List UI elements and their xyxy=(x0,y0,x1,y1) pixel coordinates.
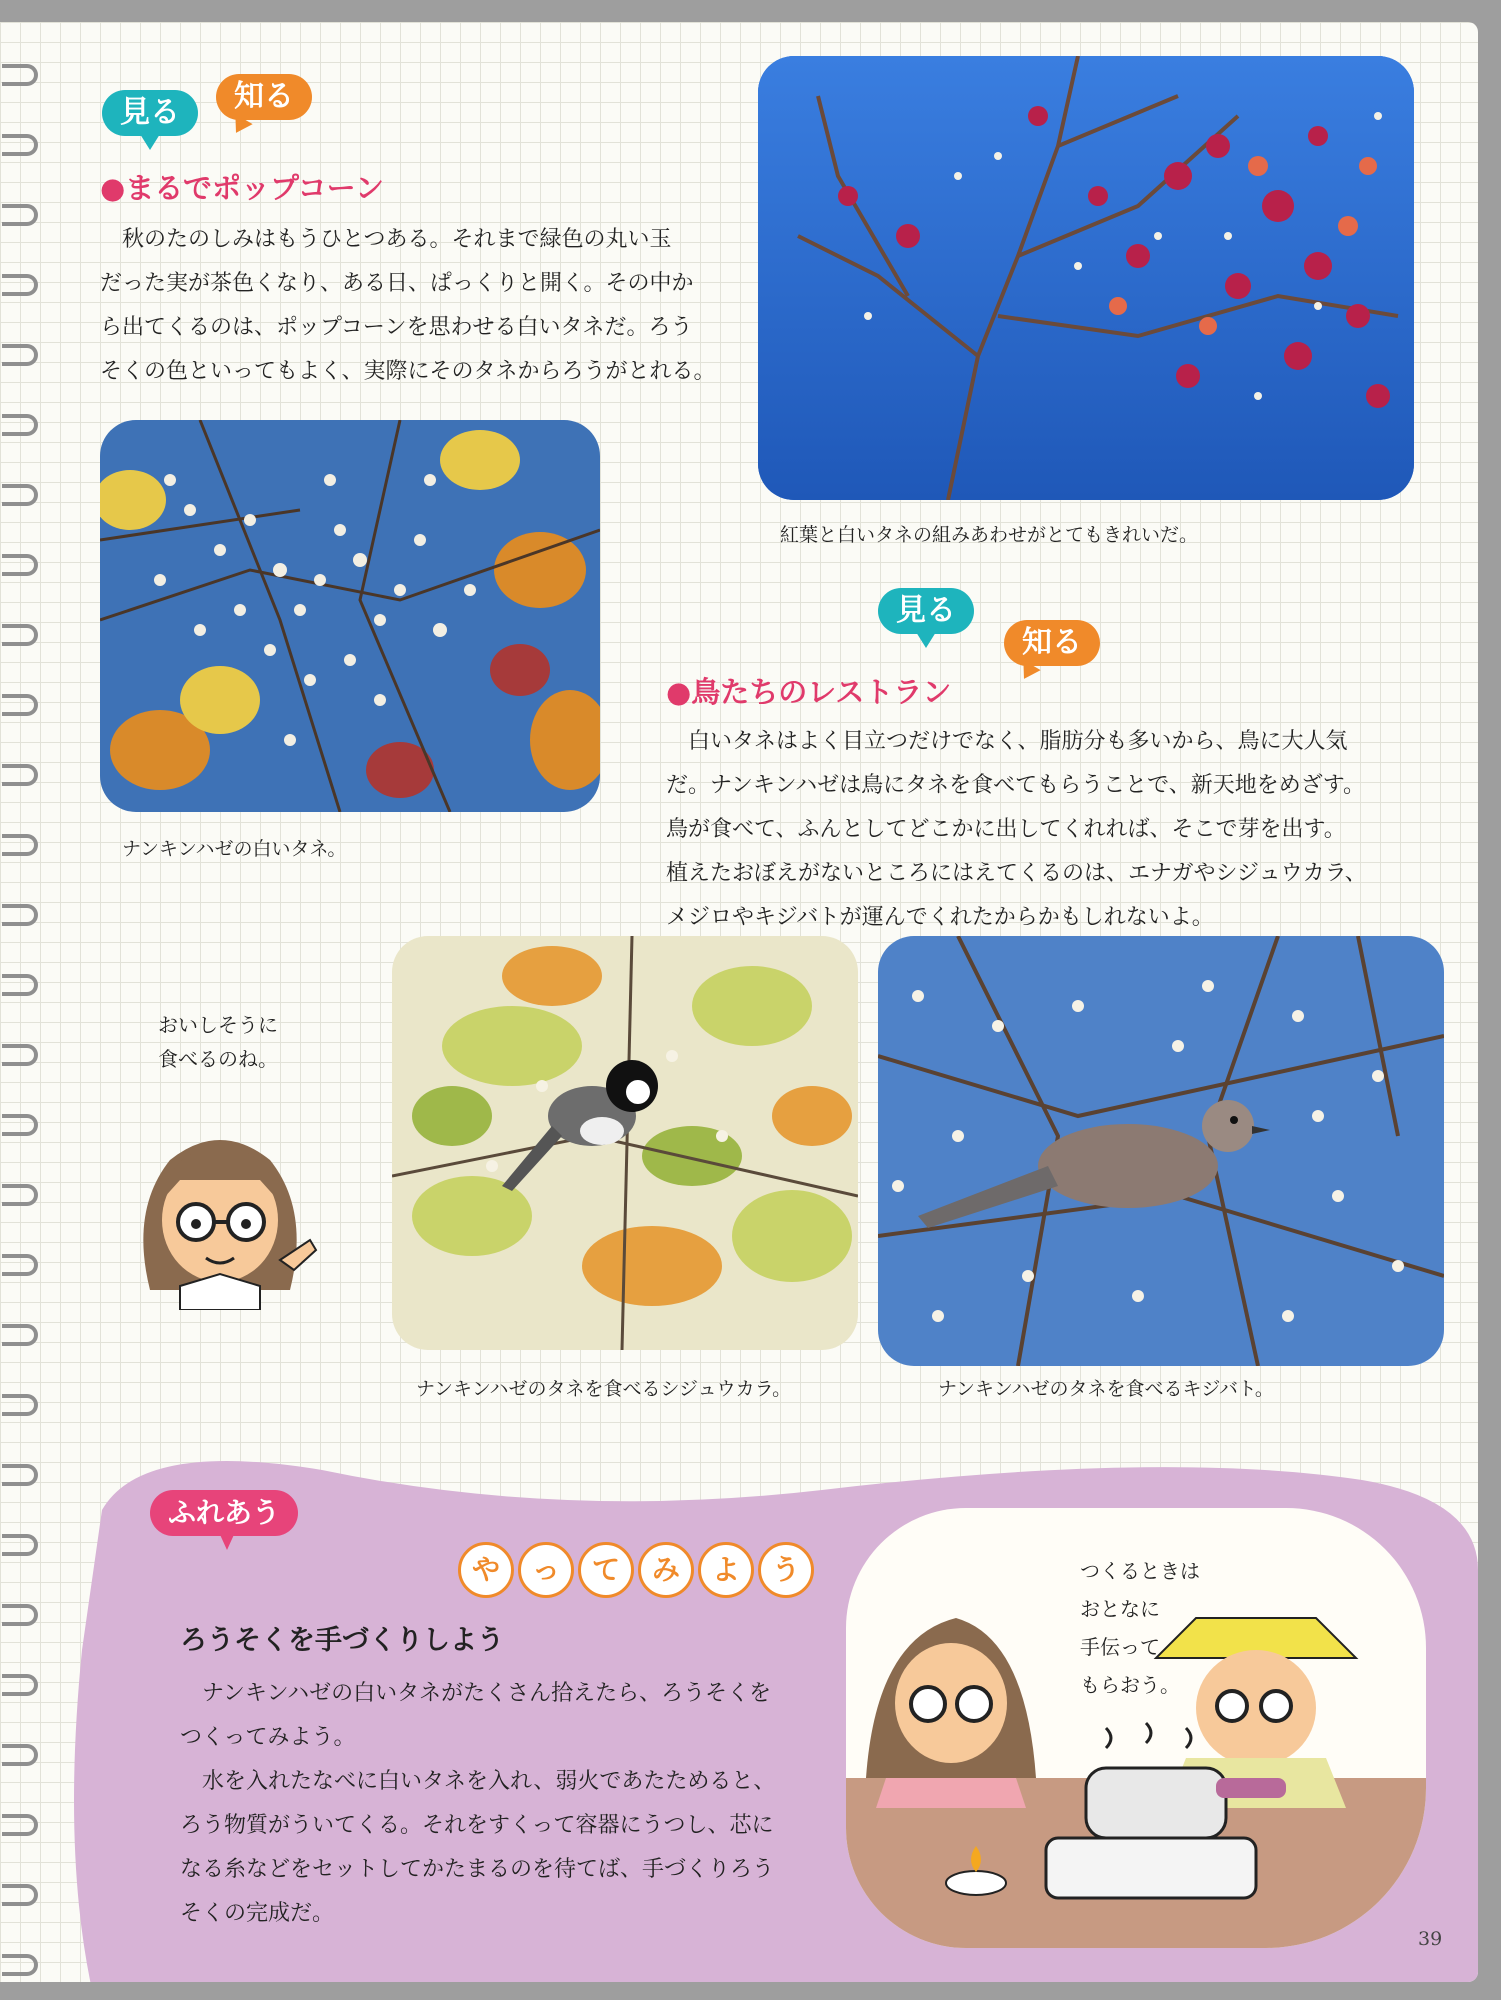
speech-line: 手伝って xyxy=(1080,1635,1160,1659)
binder-ring xyxy=(2,64,38,86)
speech-line: おとなに xyxy=(1080,1597,1160,1621)
binder-ring xyxy=(2,694,38,716)
body-line: 植えたおぼえがないところにはえてくるのは、エナガやシジュウカラ、 xyxy=(666,861,1367,886)
yatte-char: て xyxy=(578,1542,634,1598)
body-line: そくの色といってもよく、実際にそのタネからろうがとれる。 xyxy=(100,359,716,384)
binder-ring xyxy=(2,274,38,296)
binder-ring xyxy=(2,414,38,436)
body-line: だ。ナンキンハゼは鳥にタネを食べてもらうことで、新天地をめざす。 xyxy=(666,773,1365,798)
binder-ring xyxy=(2,1674,38,1696)
binder-ring xyxy=(2,1954,38,1976)
photo-japanese-tit xyxy=(392,936,858,1350)
binder-ring xyxy=(2,1534,38,1556)
section-heading-candle: ろうそくを手づくりしよう xyxy=(180,1625,504,1656)
binder-ring xyxy=(2,1744,38,1766)
binder-ring xyxy=(2,1604,38,1626)
caption-autumn-leaves: 紅葉と白いタネの組みあわせがとてもきれいだ。 xyxy=(780,524,1199,546)
girl-illustration xyxy=(110,1090,330,1310)
section-body-popcorn xyxy=(100,218,740,394)
body-line: ろう物質がういてくる。それをすくって容器にうつし、芯に xyxy=(180,1813,774,1838)
badge-fureau: ふれあう xyxy=(150,1490,298,1536)
yatte-char: み xyxy=(638,1542,694,1598)
grandpa-speech xyxy=(1080,1552,1200,1704)
body-line: ナンキンハゼの白いタネがたくさん拾えたら、ろうそくを xyxy=(202,1681,772,1706)
binder-ring xyxy=(2,1464,38,1486)
body-line: 水を入れたなべに白いタネを入れ、弱火であたためると、 xyxy=(202,1769,776,1794)
badge-shiru: 知る xyxy=(216,74,312,120)
body-line: だった実が茶色くなり、ある日、ぱっくりと開く。その中か xyxy=(100,271,694,296)
caption-spotted-dove: ナンキンハゼのタネを食べるキジバト。 xyxy=(938,1378,1274,1400)
badge-miru-2: 見る xyxy=(878,588,974,634)
photo-spotted-dove xyxy=(878,936,1444,1366)
body-line: なる糸などをセットしてかたまるのを待てば、手づくりろう xyxy=(180,1857,775,1882)
speech-line: 食べるのね。 xyxy=(158,1047,278,1071)
caption-white-seeds: ナンキンハゼの白いタネ。 xyxy=(122,838,347,860)
section-body-candle xyxy=(180,1672,820,1936)
page-number: 39 xyxy=(1418,1928,1443,1950)
speech-line: おいしそうに xyxy=(158,1013,278,1037)
notebook-page xyxy=(0,22,1478,1982)
body-line: つくってみよう。 xyxy=(180,1725,356,1750)
body-line: メジロやキジバトが運んでくれたからかもしれないよ。 xyxy=(666,905,1214,930)
speech-line: もらおう。 xyxy=(1080,1673,1180,1697)
binder-ring xyxy=(2,974,38,996)
section-heading-birds: ●鳥たちのレストラン xyxy=(666,675,952,709)
yattemiyou-title xyxy=(458,1542,818,1598)
binder-ring xyxy=(2,1254,38,1276)
binder-ring xyxy=(2,1114,38,1136)
yatte-char: や xyxy=(458,1542,514,1598)
binder-ring xyxy=(2,834,38,856)
binder-ring xyxy=(2,1394,38,1416)
binder-ring xyxy=(2,624,38,646)
binder-ring xyxy=(2,1814,38,1836)
binder-ring xyxy=(2,204,38,226)
binder-ring xyxy=(2,764,38,786)
caption-japanese-tit: ナンキンハゼのタネを食べるシジュウカラ。 xyxy=(416,1378,792,1400)
body-line: 鳥が食べて、ふんとしてどこかに出してくれれば、そこで芽を出す。 xyxy=(666,817,1346,842)
binder-ring xyxy=(2,484,38,506)
yatte-char: う xyxy=(758,1542,814,1598)
binder-ring xyxy=(2,1184,38,1206)
binder-ring xyxy=(2,1884,38,1906)
badge-shiru-2: 知る xyxy=(1004,620,1100,666)
body-line: 秋のたのしみはもうひとつある。それまで緑色の丸い玉 xyxy=(122,227,672,252)
yatte-char: よ xyxy=(698,1542,754,1598)
girl-speech xyxy=(158,1008,278,1076)
badge-miru: 見る xyxy=(102,90,198,136)
section-heading-popcorn: ●まるでポップコーン xyxy=(100,171,384,205)
binder-ring xyxy=(2,1324,38,1346)
section-body-birds xyxy=(666,720,1426,940)
binder-ring xyxy=(2,554,38,576)
binder-ring xyxy=(2,344,38,366)
speech-line: つくるときは xyxy=(1080,1559,1200,1583)
body-line: ら出てくるのは、ポップコーンを思わせる白いタネだ。ろう xyxy=(100,315,693,340)
body-line: そくの完成だ。 xyxy=(180,1901,335,1926)
binder-ring xyxy=(2,134,38,156)
yatte-char: っ xyxy=(518,1542,574,1598)
binder-ring xyxy=(2,904,38,926)
photo-white-seeds xyxy=(100,420,600,812)
photo-autumn-leaves xyxy=(758,56,1414,500)
binder-ring xyxy=(2,1044,38,1066)
body-line: 白いタネはよく目立つだけでなく、脂肪分も多いから、鳥に大人気 xyxy=(688,729,1348,754)
